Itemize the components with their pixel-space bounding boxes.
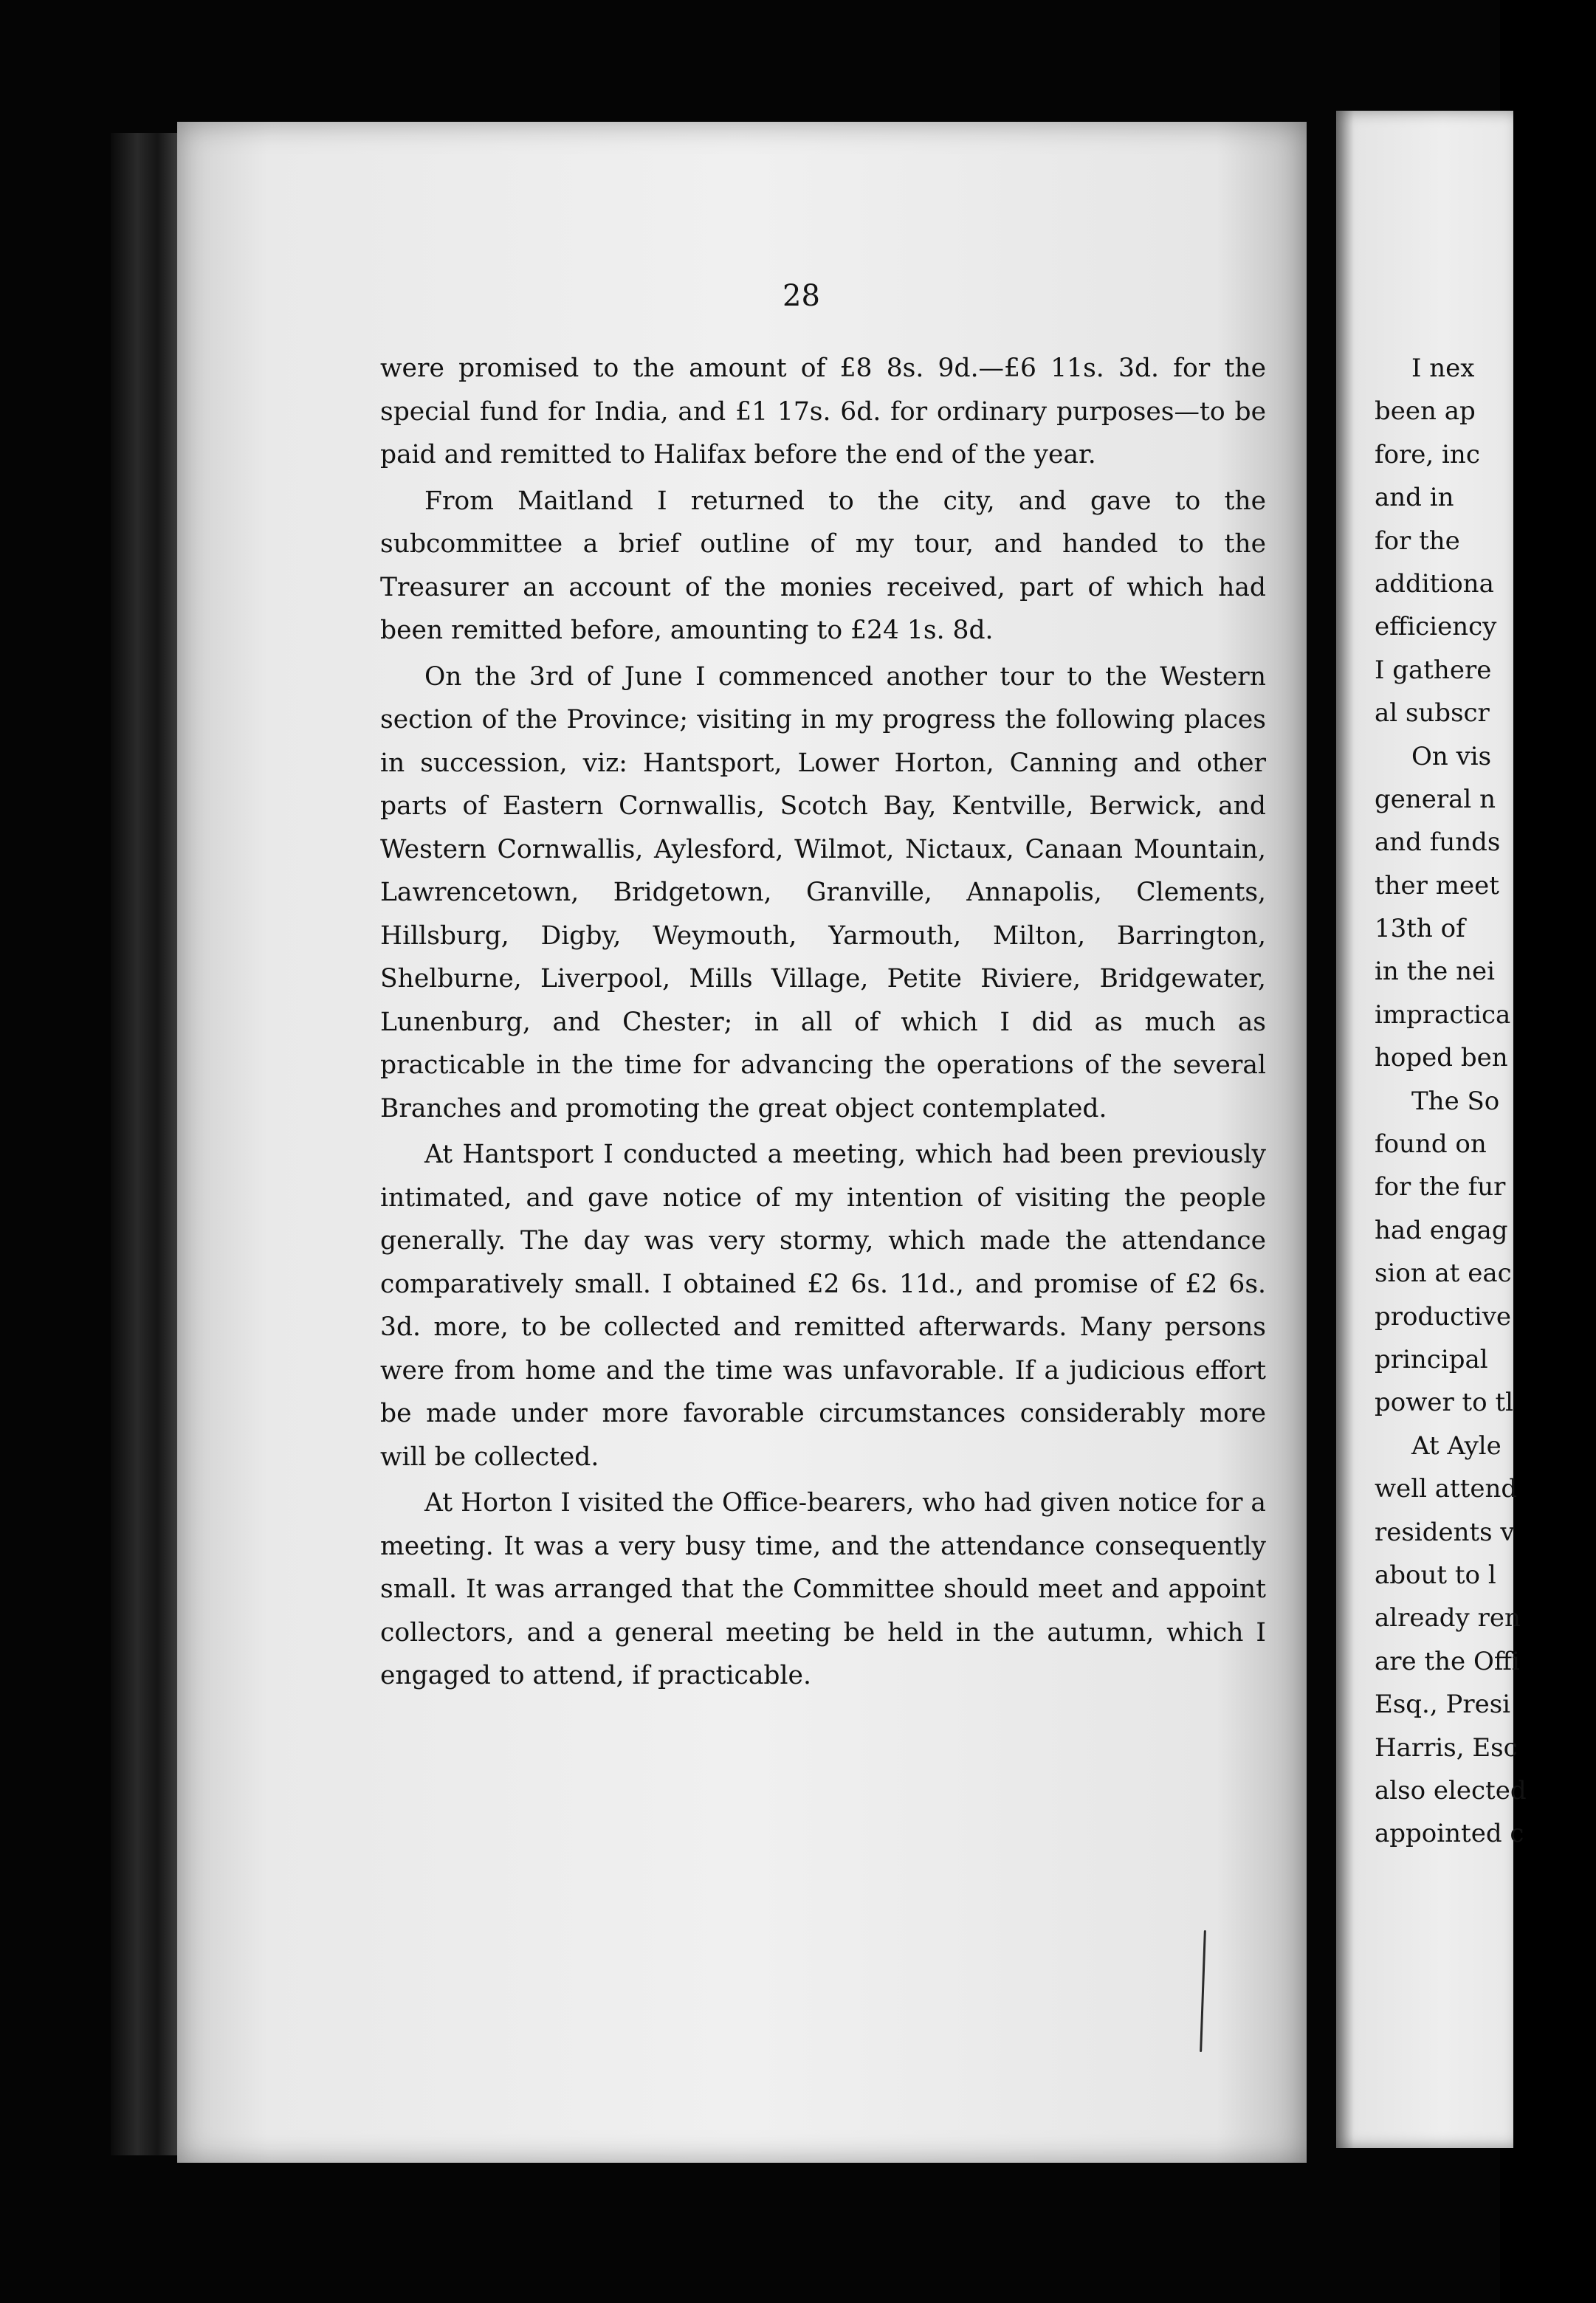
facing-page-line: well attend <box>1375 1474 1518 1504</box>
paragraph: On the 3rd of June I commenced another tour to the Western section of the Province; visiting in my progress the following places in succession, viz: Hantsport, Lower Horton, Canning and other parts of Eastern Cornwallis, Scotch Bay, Kentville, Berwick, and Western Cornwallis, Aylesford, Wilmot, Nictaux, Canaan Mountain, Lawrencetown, Bridgetown, Granville, Annapolis, Clements, Hillsburg, Digby, Weymouth, Yarmouth, Milton, Barrington, Shelburne, Liverpool, Mills Village, Petite Riviere, Bridgewater, Lunenburg, and Chester; in all of which I did as much as practicable in the time for advancing the operations of the several Branches and promoting the great object contemplated. <box>380 661 1266 1123</box>
facing-page-line: Harris, Esc <box>1375 1732 1518 1763</box>
page-body-text <box>380 347 1266 1701</box>
facing-page-line: for the fur <box>1375 1172 1506 1202</box>
paragraph: From Maitland I returned to the city, and gave to the subcommittee a brief outline of my tour, and handed to the Treasurer an account of the monies received, part of which had been remitted before, amounting to £24 1s. 8d. <box>380 486 1266 645</box>
paragraph: At Hantsport I conducted a meeting, which had been previously intimated, and gave notice of my intention of visiting the people generally. The day was very stormy, which made the attendance comparatively small. I obtained £2 6s. 11d., and promise of £2 6s. 3d. more, to be collected and remitted afterwards. Many persons were from home and the time was unfavorable. If a judicious effort be made under more favorable circumstances considerably more will be collected. <box>380 1140 1266 1472</box>
paragraph: At Horton I visited the Office-bearers, who had given notice for a meeting. It was a very busy time, and the attendance consequently small. It was arranged that the Committee should meet and appoint collectors, and a general meeting be held in the autumn, which I engaged to attend, if practicable. <box>380 1488 1266 1690</box>
facing-page-line: general n <box>1375 784 1496 814</box>
facing-page-line: I nex <box>1411 354 1475 383</box>
facing-page-line: about to l <box>1375 1560 1496 1590</box>
facing-page-line: are the Offi <box>1375 1646 1520 1676</box>
facing-page-line: Esq., Presi <box>1375 1690 1511 1720</box>
facing-page-line: also elected <box>1375 1775 1527 1805</box>
facing-page-line: found on <box>1375 1129 1487 1160</box>
facing-page-text <box>1375 347 1596 1856</box>
book-spine-edge <box>111 133 177 2155</box>
facing-page-line: fore, inc <box>1375 439 1480 469</box>
facing-page-line: impractica <box>1375 999 1511 1030</box>
paragraph: were promised to the amount of £8 8s. 9d.—£6 11s. 3d. for the special fund for India, and £1 17s. 6d. for ordinary purposes—to be paid and remitted to Halifax before the end of the year. <box>380 354 1266 469</box>
page-number: 28 <box>782 279 820 313</box>
facing-page-line: 13th of <box>1375 914 1465 944</box>
facing-page-line: residents v <box>1375 1517 1515 1547</box>
facing-page-line: been ap <box>1375 396 1476 427</box>
facing-page-line: I gathere <box>1375 655 1492 685</box>
facing-page-line: principal <box>1375 1344 1488 1374</box>
facing-page-line: power to tl <box>1375 1388 1513 1418</box>
facing-page-line: al subscr <box>1375 698 1490 729</box>
facing-page-line: On vis <box>1411 741 1492 771</box>
facing-page-line: had engag <box>1375 1215 1508 1245</box>
facing-page-line: appointed c <box>1375 1819 1524 1849</box>
facing-page-line: productive <box>1375 1301 1512 1332</box>
facing-page-line: and funds <box>1375 827 1501 858</box>
facing-page-line: for the <box>1375 526 1460 556</box>
facing-page-line: At Ayle <box>1411 1431 1502 1461</box>
facing-page-line: sion at eac <box>1375 1259 1512 1289</box>
facing-page-line: and in <box>1375 483 1454 513</box>
facing-page-line: in the nei <box>1375 957 1495 987</box>
facing-page-line: ther meet <box>1375 870 1499 901</box>
facing-page-line: The So <box>1411 1086 1500 1116</box>
facing-page-line: hoped ben <box>1375 1043 1508 1073</box>
facing-page-line: already ren <box>1375 1603 1521 1634</box>
facing-page-line: efficiency <box>1375 612 1497 642</box>
facing-page-line: additiona <box>1375 568 1494 599</box>
